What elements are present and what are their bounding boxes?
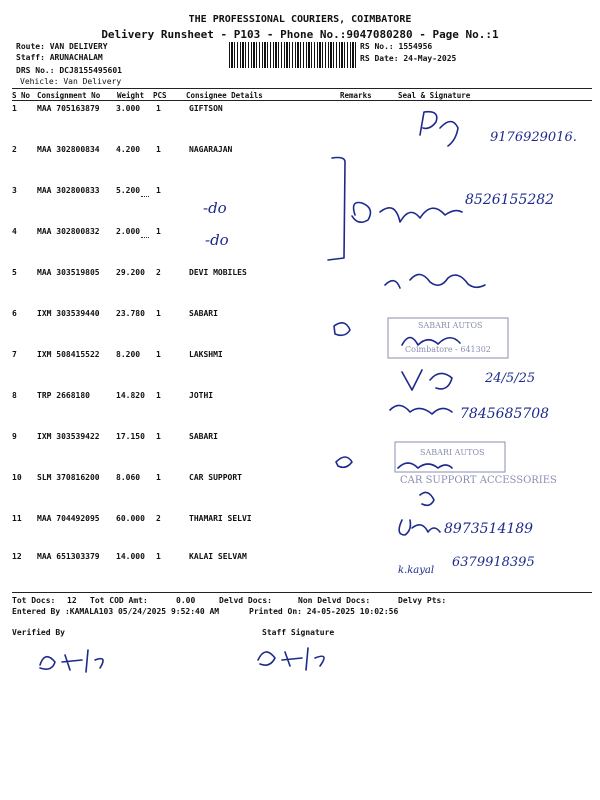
cell-consignment: MAA 302800832 bbox=[37, 227, 100, 236]
entered-by: Entered By :KAMALA103 05/24/2025 9:52:40 AM bbox=[12, 607, 220, 616]
handwritten-phone-row8: 7845685708 bbox=[460, 406, 550, 422]
signature-row9 bbox=[398, 463, 452, 468]
cell-weight: 5.200 bbox=[116, 186, 141, 195]
signature-row3 bbox=[352, 203, 462, 223]
signature-row8 bbox=[390, 405, 452, 414]
cell-sno: 11 bbox=[12, 514, 22, 523]
cell-pcs: 1 bbox=[156, 473, 161, 482]
company-title: THE PROFESSIONAL COURIERS, COIMBATORE bbox=[188, 14, 412, 25]
tot-docs-label: Tot Docs: bbox=[12, 596, 56, 605]
handwritten-phone-row11: 8973514189 bbox=[444, 521, 534, 537]
staff-signature-label: Staff Signature bbox=[262, 628, 335, 637]
runsheet-subtitle: Delivery Runsheet - P103 - Phone No.:9047080280 - Page No.:1 bbox=[101, 28, 499, 41]
cell-consignment: MAA 651303379 bbox=[37, 552, 100, 561]
stamp-row10: CAR SUPPORT ACCESSORIES bbox=[400, 475, 557, 486]
signature-row1 bbox=[420, 112, 458, 146]
cell-consignee: THAMARI SELVI bbox=[189, 514, 252, 523]
cell-weight: 8.060 bbox=[116, 473, 141, 482]
col-consignment: Consignment No bbox=[37, 91, 101, 100]
bracket-mark bbox=[328, 158, 345, 261]
ditto-mark-row3: -do bbox=[203, 199, 227, 217]
delvd-docs: Delvd Docs: bbox=[219, 596, 272, 605]
cell-weight: 29.200 bbox=[116, 268, 145, 277]
cell-pcs: 1 bbox=[156, 145, 161, 154]
col-weight: Weight bbox=[117, 91, 145, 100]
cell-consignment: SLM 370816200 bbox=[37, 473, 100, 482]
cell-weight: 14.820 bbox=[116, 391, 145, 400]
stamp-row6-line1: SABARI AUTOS bbox=[418, 321, 483, 330]
cell-consignment: IXM 303539422 bbox=[37, 432, 100, 441]
staff: Staff: ARUNACHALAM bbox=[16, 53, 103, 62]
cell-pcs: 1 bbox=[156, 104, 161, 113]
cell-consignment: IXM 303539440 bbox=[37, 309, 100, 318]
col-pcs: PCS bbox=[153, 91, 167, 100]
cell-pcs: 1 bbox=[156, 350, 161, 359]
cell-consignee: JOTHI bbox=[189, 391, 214, 400]
col-seal-signature: Seal & Signature bbox=[398, 91, 471, 100]
cell-weight: 17.150 bbox=[116, 432, 145, 441]
tot-docs-value: 12 bbox=[67, 596, 77, 605]
cell-weight: 2.000 bbox=[116, 227, 141, 236]
handwritten-phone-row12: 6379918395 bbox=[452, 555, 535, 570]
col-consignee: Consignee Details bbox=[186, 91, 263, 100]
cell-consignee: KALAI SELVAM bbox=[189, 552, 247, 561]
cell-consignee: SABARI bbox=[189, 309, 218, 318]
cell-consignment: MAA 704492095 bbox=[37, 514, 100, 523]
handwritten-phone-row3: 8526155282 bbox=[465, 192, 555, 208]
signature-row7 bbox=[402, 370, 452, 390]
footer-rule bbox=[12, 592, 592, 593]
cell-consignee: GIFTSON bbox=[189, 104, 223, 113]
staff-signature-mark bbox=[258, 648, 324, 670]
stamp-row9-line1: SABARI AUTOS bbox=[420, 448, 485, 457]
drs-number: DRS No.: DCJ8155495601 bbox=[16, 66, 122, 75]
cell-sno: 6 bbox=[12, 309, 17, 318]
cell-weight: 4.200 bbox=[116, 145, 141, 154]
printed-on: Printed On: 24-05-2025 10:02:56 bbox=[249, 607, 399, 616]
delvy-pts: Delvy Pts: bbox=[398, 596, 447, 605]
cell-consignment: IXM 508415522 bbox=[37, 350, 100, 359]
stamp-row9 bbox=[395, 442, 505, 472]
cell-sno: 10 bbox=[12, 473, 22, 482]
cell-sno: 12 bbox=[12, 552, 22, 561]
cell-sno: 1 bbox=[12, 104, 17, 113]
cell-pcs: 1 bbox=[156, 309, 161, 318]
cell-weight: 23.780 bbox=[116, 309, 145, 318]
signature-row6 bbox=[402, 338, 460, 346]
route: Route: VAN DELIVERY bbox=[16, 42, 108, 51]
cell-sno: 9 bbox=[12, 432, 17, 441]
signature-row10 bbox=[420, 492, 434, 505]
cell-pcs: 1 bbox=[156, 227, 161, 236]
handwritten-name-row12: k.kayal bbox=[398, 565, 435, 576]
vehicle: Vehicle: Van Delivery bbox=[20, 77, 122, 86]
cell-sno: 3 bbox=[12, 186, 17, 195]
cell-consignment: MAA 303519805 bbox=[37, 268, 100, 277]
cell-consignment: TRP 2668180 bbox=[37, 391, 90, 400]
cell-sno: 2 bbox=[12, 145, 17, 154]
rs-date: RS Date: 24-May-2025 bbox=[360, 54, 457, 63]
cell-consignee: NAGARAJAN bbox=[189, 145, 233, 154]
ditto-mark-row4: -do bbox=[205, 231, 229, 249]
handwritten-phone-row1: 9176929016. bbox=[490, 130, 577, 145]
signature-row5 bbox=[385, 274, 485, 288]
cell-consignment: MAA 705163879 bbox=[37, 104, 100, 113]
col-remarks: Remarks bbox=[340, 91, 372, 100]
cell-consignee: CAR SUPPORT bbox=[189, 473, 242, 482]
verified-by-label: Verified By bbox=[12, 628, 65, 637]
cell-pcs: 1 bbox=[156, 391, 161, 400]
cell-pcs: 2 bbox=[156, 268, 161, 277]
cell-consignee: SABARI bbox=[189, 432, 218, 441]
cell-sno: 5 bbox=[12, 268, 17, 277]
tot-cod-value: 0.00 bbox=[176, 596, 196, 605]
signature-row11 bbox=[399, 520, 440, 535]
cell-consignment: MAA 302800833 bbox=[37, 186, 100, 195]
cell-pcs: 2 bbox=[156, 514, 161, 523]
verified-by-signature bbox=[40, 650, 103, 672]
remark-mark-row6 bbox=[334, 323, 350, 336]
cell-weight: 14.000 bbox=[116, 552, 145, 561]
cell-weight: 3.000 bbox=[116, 104, 141, 113]
tot-cod-label: Tot COD Amt: bbox=[90, 596, 148, 605]
cell-sno: 8 bbox=[12, 391, 17, 400]
cell-pcs: 1 bbox=[156, 186, 161, 195]
cell-pcs: 1 bbox=[156, 552, 161, 561]
handwritten-date-row7: 24/5/25 bbox=[485, 371, 536, 386]
cell-sno: 7 bbox=[12, 350, 17, 359]
rs-number: RS No.: 1554956 bbox=[360, 42, 433, 51]
cell-weight: 60.000 bbox=[116, 514, 145, 523]
non-delvd-docs: Non Delvd Docs: bbox=[298, 596, 371, 605]
cell-consignee: LAKSHMI bbox=[189, 350, 223, 359]
col-sno: S No bbox=[12, 91, 31, 100]
cell-pcs: 1 bbox=[156, 432, 161, 441]
stamp-row6-line2: Coimbatore - 641302 bbox=[405, 345, 491, 354]
cell-consignee: DEVI MOBILES bbox=[189, 268, 247, 277]
cell-weight: 8.200 bbox=[116, 350, 141, 359]
cell-consignment: MAA 302800834 bbox=[37, 145, 100, 154]
cell-sno: 4 bbox=[12, 227, 17, 236]
remark-mark-row9 bbox=[336, 457, 352, 467]
